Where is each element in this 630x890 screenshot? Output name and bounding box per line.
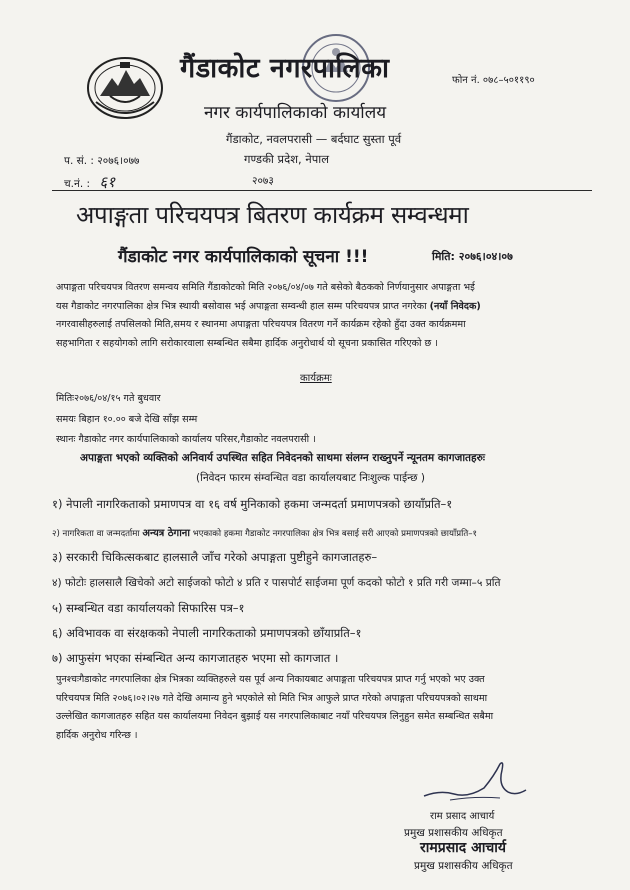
schedule-heading: कार्यक्रमः (300, 373, 332, 384)
org-title: गैंडाकोट नगरपालिका (180, 53, 390, 84)
signatory-name: राम प्रसाद आचार्य (430, 811, 495, 822)
province: गण्डकी प्रदेश, नेपाल (244, 152, 330, 166)
schedule-time: समयः बिहान १०.०० बजे देखि साँझ सम्म (56, 414, 198, 425)
notice-date: मिति: २०७६।०४।०७ (432, 250, 513, 263)
postscript-line: हार्दिक अनुरोध गरिन्छ । (56, 729, 138, 741)
notice-title: गैंडाकोट नगर कार्यपालिकाको सूचना !!! (118, 247, 369, 267)
fiscal-year: २०७३ (252, 175, 274, 187)
signature (420, 756, 530, 806)
seal-line: प्रमुख प्रशासकीय अधिकृत (404, 827, 503, 839)
document-item: ३) सरकारी चिकित्सकबाट हालसालै जाँच गरेको अपाङ्गता पुष्टीहुने कागजातहरु– (52, 550, 378, 564)
document-item: ६) अविभावक वा संरक्षकको नेपाली नागरिकताको प्रमाणपत्रको छाँयाप्रति–१ (52, 626, 362, 640)
page-title: अपाङ्गता परिचयपत्र बितरण कार्यक्रम सम्वन्धमा (76, 201, 469, 229)
office-address: गैंडाकोट, नवलपरासी — बर्दघाट सुस्ता पूर्व (226, 132, 402, 146)
documents-subheading: (निवेदन फारम संम्वन्धित वडा कार्यालयबाट निःशुल्क पाईन्छ ) (196, 472, 425, 484)
other-address-label: अन्यत्र ठेगाना (142, 528, 190, 539)
header-divider (52, 190, 592, 191)
chalani-number (64, 172, 115, 192)
document-item: ५) सम्बन्धित वडा कार्यालयको सिफारिस पत्र–१ (52, 601, 245, 615)
postscript-paragraph (56, 671, 596, 745)
intro-paragraph (56, 279, 596, 353)
schedule-place: स्थानः गैडाकोट नगर कार्यपालिकाको कार्यालय परिसर,गैडाकोट नवलपरासी । (56, 434, 316, 445)
intro-line: सहभागिता र सहयोगको लागि सरोकारवाला सम्बन्धित सबैमा हार्दिक अनुरोधार्थ यो सूचना प्रकासित गरिएको छ । (56, 337, 438, 349)
intro-line: यस गैडाकोट नगरपालिका क्षेत्र भित्र स्थायी बसोवास भई अपाङ्गता सम्वन्धी हाल सम्म परिचयपत्र प्राप्त नगरेका (नयाँ निवेदक) (56, 300, 481, 312)
patra-sankhya: प. सं. : २०७६।०७७ (64, 155, 140, 167)
document-item: १) नेपाली नागरिकताको प्रमाणपत्र वा १६ वर्ष मुनिकाको हकमा जन्मदर्ता प्रमाणपत्रको छायाँप्रति–१ (52, 497, 453, 511)
intro-line: नगरवासीहरुलाई तपसिलको मिति,समय र स्थानमा अपाङ्गता परिचयपत्र वितरण गर्ने कार्यक्रम रहेको हुँदा उक्त कार्यक्रममा (56, 319, 466, 331)
postscript-line: परिचयपत्र मिति २०७६।०२।२७ गते देखि अमान्य हुने भएकोले सो मिति भित्र आफुले प्राप्त गरेको अपाङ्गता परिचयपत्रको साथमा (56, 692, 488, 704)
postscript-line: उल्लेखित कागजातहरु सहित यस कार्यालयमा निवेदन बुझाई यस नगरपालिकाबाट नयाँ परिचयपत्र लिनुहुन समेत सम्बन्धित सबैमा (56, 711, 494, 723)
phone-number: फोन नं. ०७८–५०११९० (452, 75, 535, 86)
intro-line: अपाङ्गता परिचयपत्र वितरण समन्वय समिति गैंडाकोटको मिति २०७६/०४/०७ गते बसेको बैठकको निर्णयानुसार अपाङ्गता भई (56, 282, 475, 293)
seal-name: रामप्रसाद आचार्य (420, 840, 507, 856)
seal-line: प्रमुख प्रशासकीय अधिकृत (414, 860, 513, 872)
postscript-line: पुनश्चःगैडाकोट नगरपालिका क्षेत्र भित्रका व्यक्तिहरुले यस पूर्व अन्य निकायबाट अपाङ्गता परिचयपत्र प्राप्त गर्नु भएको भए उक्त (56, 674, 485, 685)
chalani-label: च.नं. : (64, 178, 91, 190)
documents-heading: अपाङ्गता भएको व्यक्तिको अनिवार्य उपस्थित सहित निवेदनको साथमा संलग्न राख्नुपर्ने न्यूनतम कागजातहरुः (80, 452, 486, 464)
office-name: नगर कार्यपालिकाको कार्यालय (204, 103, 387, 123)
schedule-date: मितिः२०७६/०४/१५ गते बुधवार (56, 393, 161, 404)
document-item: ७) आफुसंग भएका संम्बन्धित अन्य कागजातहरु भएमा सो कागजात । (52, 651, 339, 665)
chalani-handwritten-value: ६१ (99, 173, 115, 191)
nepal-emblem-icon (86, 52, 164, 120)
official-seal (404, 826, 540, 876)
document-item: २) नागरिकता वा जन्मदर्तामा अन्यत्र ठेगाना भएकाको हकमा गैडाकोट नगरपालिका क्षेत्र भित्र बसाई सरी आएको प्रमाणपत्रको छायाँप्रति–१ (52, 528, 478, 539)
document-item: ४) फोटोः हालसालै खिचेको अटो साईजको फोटो ४ प्रति र पासपोर्ट साईजमा पूर्ण कदको फोटो १ प्रति गरी जम्मा–५ प्रति (52, 577, 501, 589)
new-applicant-label: (नयाँ निवेदक) (429, 300, 481, 312)
